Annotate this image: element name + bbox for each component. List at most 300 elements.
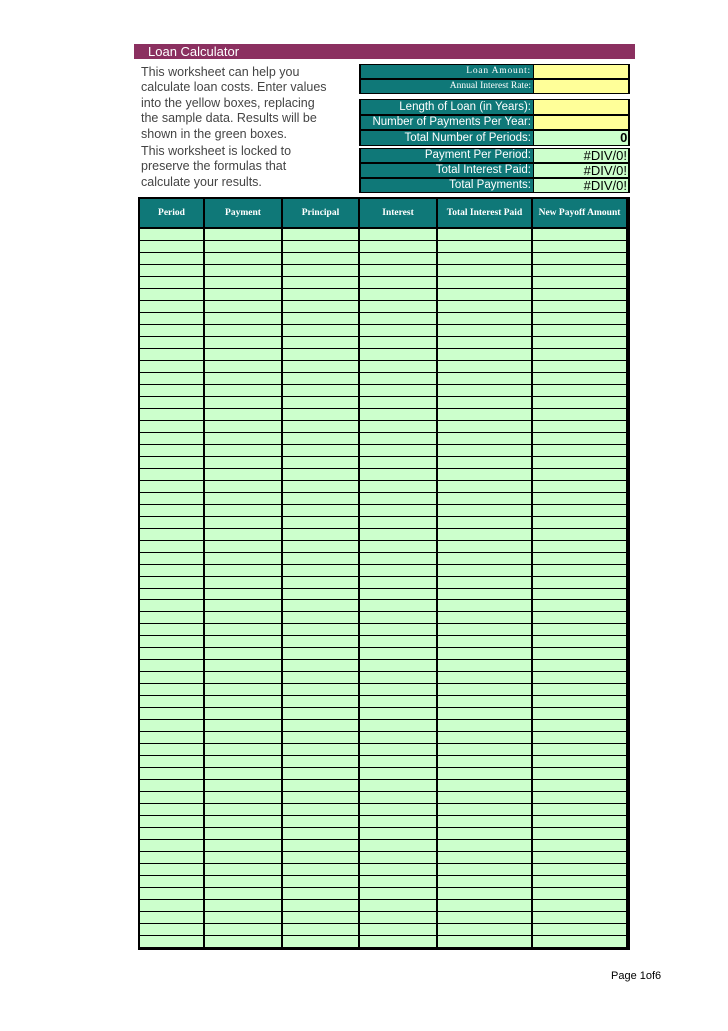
table-cell	[438, 720, 531, 731]
total-payments-label: Total Payments:	[361, 179, 533, 192]
table-cell	[205, 421, 281, 432]
table-cell	[283, 517, 358, 528]
table-cell	[438, 553, 531, 564]
table-cell	[283, 900, 358, 911]
table-cell	[533, 277, 626, 288]
table-cell	[283, 337, 358, 348]
table-cell	[360, 672, 436, 683]
table-cell	[438, 265, 531, 276]
table-cell	[140, 852, 203, 863]
table-cell	[140, 900, 203, 911]
table-cell	[140, 229, 203, 240]
table-cell	[140, 720, 203, 731]
table-cell	[360, 577, 436, 588]
table-cell	[140, 840, 203, 851]
table-cell	[205, 577, 281, 588]
page-number: Page 1of6	[611, 970, 662, 982]
total-interest-row	[359, 163, 630, 178]
table-cell	[140, 541, 203, 552]
table-cell	[205, 672, 281, 683]
table-cell	[283, 397, 358, 408]
table-cell	[533, 660, 626, 671]
intro-paragraph-1	[141, 65, 363, 142]
table-cell	[438, 684, 531, 695]
table-cell	[360, 816, 436, 827]
table-cell	[360, 780, 436, 791]
table-cell	[360, 493, 436, 504]
table-cell	[283, 529, 358, 540]
table-cell	[360, 289, 436, 300]
annual-rate-row	[359, 79, 630, 94]
table-cell	[360, 696, 436, 707]
table-cell	[205, 936, 281, 947]
table-cell	[360, 708, 436, 719]
table-cell	[438, 660, 531, 671]
table-cell	[438, 936, 531, 947]
length-label: Length of Loan (in Years):	[361, 100, 533, 114]
table-cell	[140, 672, 203, 683]
table-cell	[283, 229, 358, 240]
table-cell	[205, 505, 281, 516]
table-cell	[533, 720, 626, 731]
table-cell	[360, 337, 436, 348]
table-cell	[533, 361, 626, 372]
table-cell	[283, 541, 358, 552]
table-cell	[283, 493, 358, 504]
table-cell	[438, 421, 531, 432]
table-cell	[360, 397, 436, 408]
table-cell	[360, 265, 436, 276]
table-cell	[533, 864, 626, 875]
table-cell	[205, 385, 281, 396]
table-cell	[205, 792, 281, 803]
table-cell	[205, 409, 281, 420]
table-cell	[438, 888, 531, 899]
loan-amount-label: Loan Amount:	[361, 65, 533, 78]
table-cell	[533, 241, 626, 252]
table-cell	[205, 469, 281, 480]
table-cell	[360, 840, 436, 851]
table-cell	[140, 924, 203, 935]
table-cell	[283, 660, 358, 671]
table-cell	[533, 792, 626, 803]
payments-per-year-label: Number of Payments Per Year:	[361, 116, 533, 129]
table-cell	[438, 756, 531, 767]
table-cell	[205, 720, 281, 731]
column-header: Payment	[205, 199, 281, 227]
table-cell	[140, 301, 203, 312]
table-cell	[140, 349, 203, 360]
column-header: Period	[140, 199, 203, 227]
table-cell	[533, 876, 626, 887]
column-header: Total Interest Paid	[438, 199, 531, 227]
table-cell	[283, 265, 358, 276]
table-cell	[533, 481, 626, 492]
table-cell	[140, 397, 203, 408]
table-cell	[438, 708, 531, 719]
table-cell	[205, 493, 281, 504]
table-cell	[283, 672, 358, 683]
table-cell	[533, 253, 626, 264]
table-cell	[140, 768, 203, 779]
table-cell	[360, 409, 436, 420]
table-cell	[205, 756, 281, 767]
table-cell	[533, 924, 626, 935]
intro-line: shown in the green boxes.	[141, 126, 287, 141]
table-cell	[360, 888, 436, 899]
table-cell	[283, 648, 358, 659]
table-cell	[438, 433, 531, 444]
table-cell	[533, 589, 626, 599]
table-cell	[360, 589, 436, 599]
table-cell	[360, 565, 436, 576]
table-cell	[360, 732, 436, 743]
table-cell	[438, 696, 531, 707]
table-cell	[205, 253, 281, 264]
table-cell	[283, 936, 358, 947]
table-cell	[533, 421, 626, 432]
table-cell	[140, 660, 203, 671]
table-cell	[360, 684, 436, 695]
table-cell	[205, 373, 281, 384]
table-cell	[360, 253, 436, 264]
table-cell	[438, 385, 531, 396]
table-cell	[140, 912, 203, 923]
intro-paragraph-2	[141, 144, 363, 190]
table-cell	[140, 517, 203, 528]
table-cell	[360, 624, 436, 635]
table-cell	[533, 744, 626, 755]
table-cell	[283, 612, 358, 623]
table-cell	[533, 385, 626, 396]
table-cell	[205, 684, 281, 695]
intro-line: preserve the formulas that	[141, 159, 287, 174]
table-cell	[205, 433, 281, 444]
table-cell	[205, 241, 281, 252]
table-cell	[533, 397, 626, 408]
table-cell	[438, 229, 531, 240]
table-cell	[438, 481, 531, 492]
table-cell	[533, 409, 626, 420]
table-cell	[438, 589, 531, 599]
table-cell	[140, 804, 203, 815]
table-cell	[283, 433, 358, 444]
table-cell	[205, 565, 281, 576]
table-cell	[533, 804, 626, 815]
table-cell	[140, 936, 203, 947]
intro-line: calculate loan costs. Enter values	[141, 80, 327, 95]
table-cell	[533, 900, 626, 911]
table-cell	[140, 696, 203, 707]
table-cell	[205, 816, 281, 827]
table-cell	[360, 720, 436, 731]
table-cell	[360, 553, 436, 564]
table-cell	[533, 732, 626, 743]
table-cell	[283, 888, 358, 899]
table-cell	[283, 720, 358, 731]
table-cell	[140, 565, 203, 576]
table-cell	[283, 409, 358, 420]
table-cell	[283, 708, 358, 719]
table-cell	[205, 541, 281, 552]
table-cell	[533, 445, 626, 456]
table-cell	[140, 529, 203, 540]
total-payments-value: #DIV/0!	[534, 179, 628, 192]
table-cell	[533, 457, 626, 468]
table-cell	[360, 864, 436, 875]
table-cell	[283, 553, 358, 564]
table-cell	[283, 313, 358, 324]
table-cell	[360, 936, 436, 947]
table-cell	[283, 852, 358, 863]
table-cell	[140, 828, 203, 839]
table-cell	[205, 744, 281, 755]
table-cell	[533, 289, 626, 300]
table-cell	[438, 457, 531, 468]
table-cell	[533, 852, 626, 863]
table-cell	[438, 672, 531, 683]
table-cell	[533, 337, 626, 348]
table-cell	[283, 577, 358, 588]
table-cell	[205, 852, 281, 863]
table-cell	[205, 780, 281, 791]
table-cell	[438, 636, 531, 647]
table-cell	[438, 337, 531, 348]
table-cell	[140, 624, 203, 635]
table-cell	[360, 852, 436, 863]
table-cell	[533, 672, 626, 683]
table-cell	[533, 756, 626, 767]
table-cell	[360, 648, 436, 659]
results-panel	[359, 148, 630, 193]
table-cell	[205, 457, 281, 468]
table-cell	[360, 541, 436, 552]
table-cell	[360, 241, 436, 252]
table-cell	[283, 421, 358, 432]
table-cell	[360, 325, 436, 336]
table-cell	[533, 600, 626, 611]
table-cell	[140, 277, 203, 288]
column-header: Interest	[360, 199, 436, 227]
table-cell	[533, 612, 626, 623]
table-cell	[140, 433, 203, 444]
table-cell	[205, 660, 281, 671]
table-cell	[360, 349, 436, 360]
table-cell	[438, 289, 531, 300]
table-cell	[283, 325, 358, 336]
table-cell	[360, 229, 436, 240]
table-cell	[283, 744, 358, 755]
table-cell	[205, 768, 281, 779]
table-cell	[533, 636, 626, 647]
table-cell	[283, 469, 358, 480]
table-cell	[140, 265, 203, 276]
table-cell	[205, 804, 281, 815]
loan-amount-input[interactable]	[534, 65, 628, 78]
table-cell	[140, 373, 203, 384]
table-cell	[283, 385, 358, 396]
table-cell	[438, 517, 531, 528]
table-cell	[360, 612, 436, 623]
intro-line: the sample data. Results will be	[141, 111, 317, 126]
table-cell	[438, 565, 531, 576]
table-cell	[140, 792, 203, 803]
table-cell	[205, 397, 281, 408]
table-cell	[438, 768, 531, 779]
length-input[interactable]	[534, 100, 628, 114]
table-cell	[533, 780, 626, 791]
table-cell	[205, 876, 281, 887]
table-cell	[533, 349, 626, 360]
table-cell	[533, 888, 626, 899]
table-cell	[533, 768, 626, 779]
table-cell	[438, 852, 531, 863]
table-cell	[438, 828, 531, 839]
table-cell	[360, 457, 436, 468]
amortization-table	[138, 197, 630, 950]
table-cell	[360, 529, 436, 540]
table-cell	[205, 612, 281, 623]
table-cell	[140, 241, 203, 252]
table-cell	[205, 840, 281, 851]
table-cell	[140, 732, 203, 743]
table-cell	[438, 349, 531, 360]
table-cell	[438, 864, 531, 875]
table-cell	[533, 325, 626, 336]
table-cell	[140, 816, 203, 827]
table-cell	[360, 301, 436, 312]
table-cell	[533, 708, 626, 719]
loan-inputs-panel	[359, 64, 630, 94]
table-cell	[533, 553, 626, 564]
table-cell	[283, 241, 358, 252]
table-cell	[360, 876, 436, 887]
table-cell	[438, 241, 531, 252]
table-cell	[360, 660, 436, 671]
table-cell	[140, 289, 203, 300]
table-cell	[283, 804, 358, 815]
table-cell	[140, 325, 203, 336]
table-cell	[205, 708, 281, 719]
table-cell	[283, 924, 358, 935]
table-cell	[533, 624, 626, 635]
table-cell	[205, 636, 281, 647]
table-cell	[533, 301, 626, 312]
table-cell	[140, 577, 203, 588]
total-periods-label: Total Number of Periods:	[361, 131, 533, 145]
table-cell	[205, 888, 281, 899]
table-cell	[360, 768, 436, 779]
table-cell	[283, 840, 358, 851]
table-cell	[438, 493, 531, 504]
table-cell	[140, 589, 203, 599]
total-interest-value: #DIV/0!	[534, 164, 628, 177]
table-cell	[205, 900, 281, 911]
table-cell	[438, 744, 531, 755]
table-cell	[533, 469, 626, 480]
loan-amount-row	[359, 64, 630, 79]
table-cell	[360, 744, 436, 755]
table-cell	[438, 445, 531, 456]
table-cell	[283, 816, 358, 827]
table-cell	[283, 624, 358, 635]
table-cell	[438, 732, 531, 743]
table-cell	[140, 361, 203, 372]
table-cell	[205, 648, 281, 659]
table-cell	[140, 648, 203, 659]
table-cell	[140, 469, 203, 480]
table-cell	[140, 876, 203, 887]
table-cell	[438, 253, 531, 264]
table-cell	[360, 924, 436, 935]
table-cell	[438, 373, 531, 384]
table-cell	[360, 900, 436, 911]
table-cell	[533, 816, 626, 827]
payment-per-period-label: Payment Per Period:	[361, 149, 533, 162]
annual-rate-input[interactable]	[534, 80, 628, 93]
table-cell	[140, 481, 203, 492]
table-cell	[438, 804, 531, 815]
table-cell	[360, 792, 436, 803]
table-cell	[283, 696, 358, 707]
table-cell	[533, 529, 626, 540]
table-cell	[283, 589, 358, 599]
table-cell	[140, 253, 203, 264]
table-cell	[283, 780, 358, 791]
table-cell	[438, 361, 531, 372]
table-cell	[438, 577, 531, 588]
table-cell	[438, 924, 531, 935]
table-cell	[533, 577, 626, 588]
total-periods-row	[359, 130, 630, 146]
payment-per-period-value: #DIV/0!	[534, 149, 628, 162]
table-cell	[205, 481, 281, 492]
table-cell	[283, 732, 358, 743]
table-cell	[283, 768, 358, 779]
table-cell	[438, 325, 531, 336]
table-cell	[360, 517, 436, 528]
table-cell	[205, 696, 281, 707]
table-cell	[140, 409, 203, 420]
table-cell	[438, 529, 531, 540]
table-cell	[438, 301, 531, 312]
table-cell	[438, 397, 531, 408]
table-cell	[283, 277, 358, 288]
payments-per-year-input[interactable]	[534, 116, 628, 129]
table-cell	[360, 433, 436, 444]
table-cell	[360, 421, 436, 432]
table-cell	[205, 337, 281, 348]
table-cell	[205, 265, 281, 276]
table-cell	[360, 469, 436, 480]
table-cell	[360, 373, 436, 384]
table-cell	[533, 565, 626, 576]
table-cell	[140, 505, 203, 516]
table-cell	[360, 756, 436, 767]
table-cell	[283, 301, 358, 312]
table-cell	[205, 864, 281, 875]
table-cell	[140, 612, 203, 623]
table-cell	[533, 696, 626, 707]
table-cell	[140, 864, 203, 875]
table-cell	[283, 289, 358, 300]
table-cell	[283, 373, 358, 384]
table-cell	[205, 828, 281, 839]
table-cell	[533, 373, 626, 384]
table-cell	[205, 361, 281, 372]
table-cell	[360, 445, 436, 456]
table-cell	[533, 840, 626, 851]
